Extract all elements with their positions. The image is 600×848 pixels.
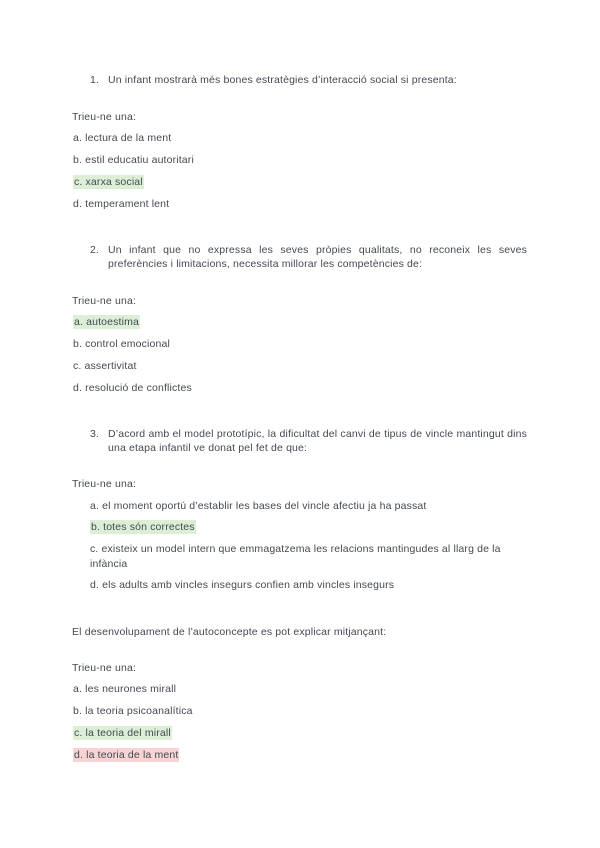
question-2 (90, 243, 527, 271)
answer-option-correct[interactable] (90, 520, 527, 535)
answer-option-correct[interactable] (72, 726, 173, 741)
answer-option[interactable] (90, 542, 527, 572)
question-number: 2. (90, 244, 100, 256)
option-label: c. xarxa social (74, 176, 143, 188)
option-label: a. les neurones mirall (73, 683, 177, 695)
choose-one-prompt: Trieu-ne una: (72, 295, 137, 307)
answer-option[interactable] (72, 381, 193, 396)
question-1 (90, 73, 527, 87)
answer-option-wrong[interactable] (72, 748, 180, 763)
answer-option[interactable] (72, 704, 194, 719)
question-text: Un infant que no expressa les seves pròpies qualitats, no reconeix les seves preferències i limitacions, necessita millorar les competències de: (108, 244, 527, 270)
question-number: 3. (90, 428, 100, 440)
question-3 (90, 427, 527, 455)
choose-one-prompt: Trieu-ne una: (72, 111, 137, 123)
choose-one-prompt: Trieu-ne una: (72, 478, 137, 490)
question-text: El desenvolupament de l’autoconcepte es pot explicar mitjançant: (72, 626, 387, 638)
question-4 (72, 625, 386, 639)
option-label: c. existeix un model intern que emmagatzema les relacions mantingudes al llarg de la infància (90, 543, 501, 570)
option-label: d. els adults amb vincles insegurs confien amb vincles insegurs (90, 579, 395, 591)
answer-option[interactable] (72, 337, 171, 352)
question-text: Un infant mostrarà més bones estratègies d’interacció social si presenta: (108, 74, 457, 86)
answer-option-correct[interactable] (72, 315, 141, 330)
choose-one-prompt: Trieu-ne una: (72, 662, 137, 674)
answer-option-correct[interactable] (72, 175, 145, 190)
option-label: a. autoestima (74, 316, 139, 328)
option-label: b. estil educatiu autoritari (73, 154, 194, 166)
option-label: d. la teoria de la ment (74, 749, 179, 761)
answer-option[interactable] (72, 197, 170, 212)
question-number: 1. (90, 74, 100, 86)
answer-option[interactable] (72, 359, 138, 374)
option-label: a. el moment oportú d’establir les bases del vincle afectiu ja ha passat (90, 500, 427, 512)
option-label: b. totes són correctes (91, 521, 195, 533)
answer-option[interactable] (72, 131, 172, 146)
option-label: c. assertivitat (73, 360, 137, 372)
option-label: b. la teoria psicoanalítica (73, 705, 193, 717)
answer-option[interactable] (90, 578, 527, 593)
option-label: d. resolució de conflictes (73, 382, 192, 394)
answer-option[interactable] (72, 153, 195, 168)
answer-option[interactable] (72, 682, 177, 697)
option-label: d. temperament lent (73, 198, 170, 210)
answer-option[interactable] (90, 499, 527, 514)
option-label: c. la teoria del mirall (74, 727, 171, 739)
option-label: a. lectura de la ment (73, 132, 172, 144)
option-label: b. control emocional (73, 338, 170, 350)
question-text: D’acord amb el model prototípic, la dificultat del canvi de tipus de vincle mantingut dins una etapa infantil ve donat pel fet de que: (108, 428, 527, 454)
